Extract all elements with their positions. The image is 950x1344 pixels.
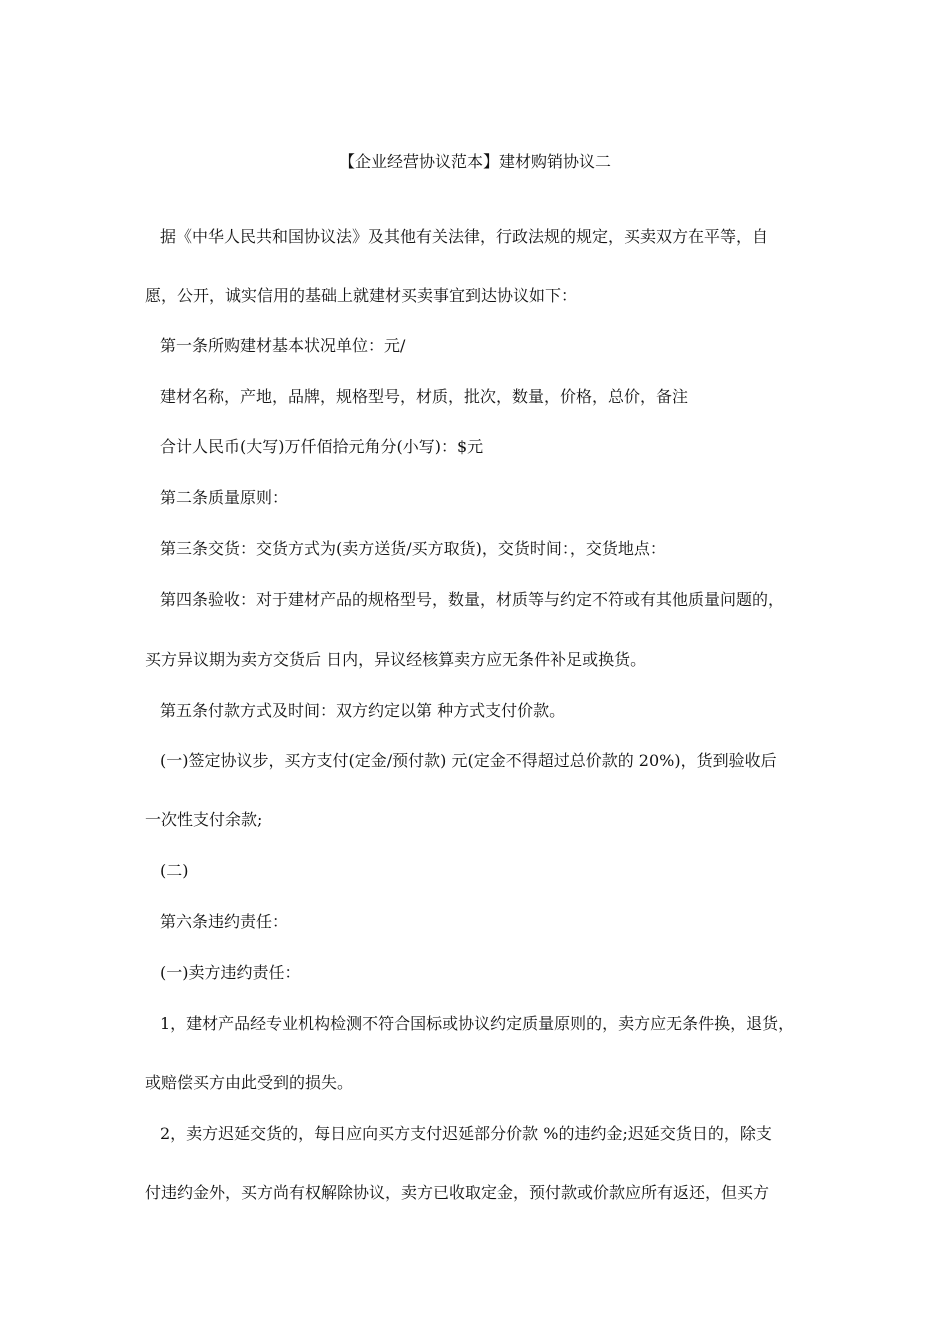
paragraph-line: (二) <box>160 861 189 880</box>
paragraph-line: 一次性支付余款; <box>145 810 263 829</box>
paragraph-line: 第五条付款方式及时间：双方约定以第 种方式支付价款。 <box>160 701 566 720</box>
paragraph-line: (一)卖方违约责任： <box>160 963 301 982</box>
paragraph-line: 第六条违约责任： <box>160 912 289 931</box>
paragraph-line: 1，建材产品经专业机构检测不符合国标或协议约定质量原则的，卖方应无条件换，退货， <box>160 1014 795 1033</box>
paragraph-line: 付违约金外，买方尚有权解除协议，卖方已收取定金，预付款或价款应所有返还，但买方 <box>145 1183 770 1202</box>
paragraph-line: 或赔偿买方由此受到的损失。 <box>145 1073 354 1092</box>
paragraph-line: 第三条交货：交货方式为(卖方送货/买方取货)，交货时间：，交货地点： <box>160 539 666 558</box>
paragraph-line: 愿，公开，诚实信用的基础上就建材买卖事宜到达协议如下： <box>145 286 578 305</box>
paragraph-line: 合计人民币(大写)万仟佰拾元角分(小写)：$元 <box>160 437 484 456</box>
paragraph-line: 第二条质量原则： <box>160 488 289 507</box>
paragraph-line: 第一条所购建材基本状况单位：元/ <box>160 336 406 355</box>
document-title: 【企业经营协议范本】建材购销协议二 <box>338 152 611 171</box>
paragraph-line: 建材名称，产地，品牌，规格型号，材质，批次，数量，价格，总价，备注 <box>160 387 689 406</box>
paragraph-line: 买方异议期为卖方交货后 日内，异议经核算卖方应无条件补足或换货。 <box>145 650 647 669</box>
paragraph-line: (一)签定协议步，买方支付(定金/预付款) 元(定金不得超过总价款的 20%)，货到验收后 <box>160 751 777 770</box>
paragraph-line: 第四条验收：对于建材产品的规格型号，数量，材质等与约定不符或有其他质量问题的， <box>160 590 785 609</box>
paragraph-line: 据《中华人民共和国协议法》及其他有关法律，行政法规的规定，买卖双方在平等，自 <box>160 227 769 246</box>
paragraph-line: 2，卖方迟延交货的，每日应向买方支付迟延部分价款 %的违约金;迟延交货日的，除支 <box>160 1124 772 1143</box>
